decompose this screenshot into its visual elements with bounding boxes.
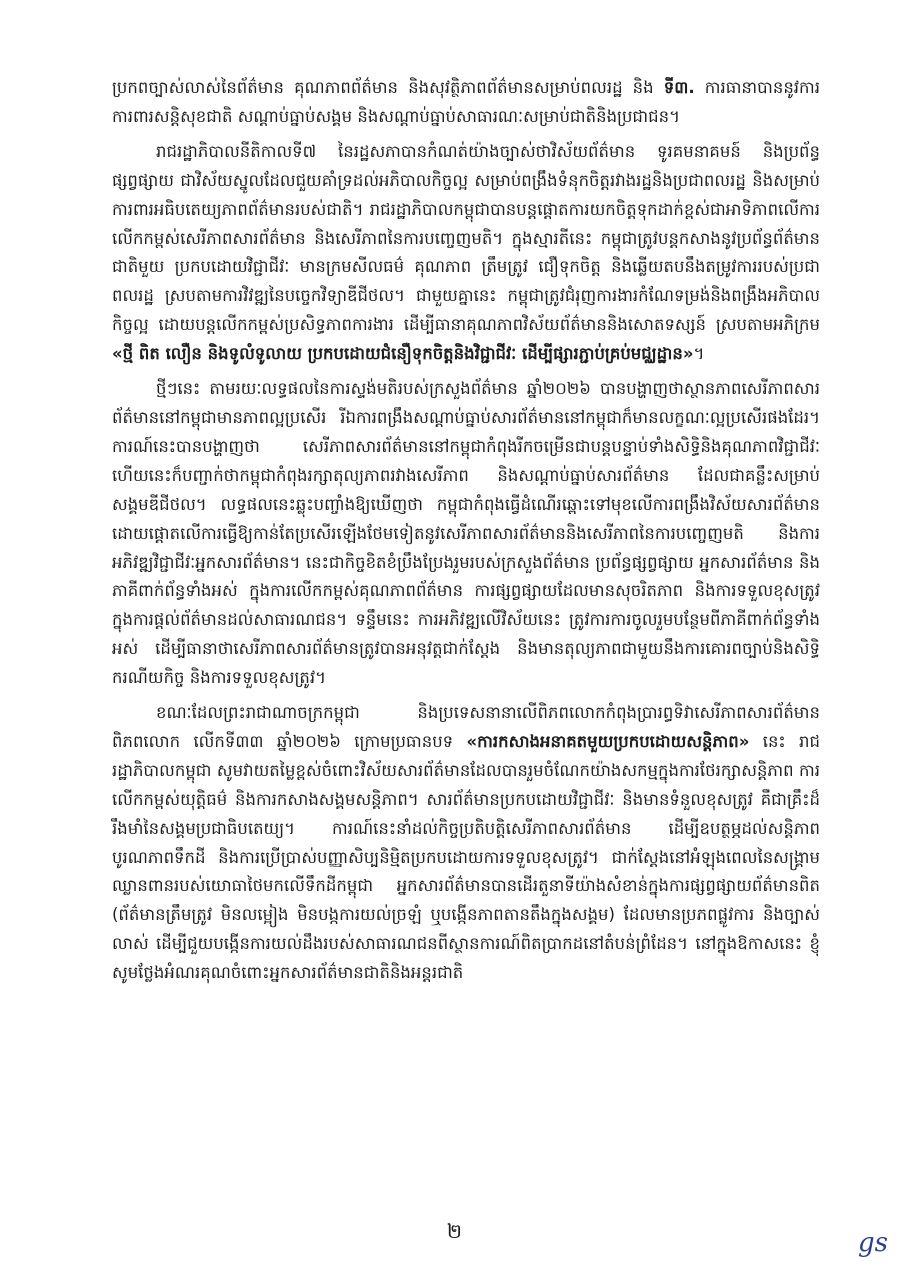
document-body (112, 74, 820, 994)
initials-text: gs (858, 1228, 888, 1258)
paragraph-4 (112, 699, 820, 988)
paragraph-text: ការធានាបាននូវការការពារសន្តិសុខជាតិ សណ្តាប់ធ្នាប់សង្គម និងសណ្តាប់ធ្នាប់សាធារណៈសម្រាប់ជាតិនិងប្រជាជន។ (112, 78, 820, 126)
paragraph-1 (112, 74, 820, 132)
paragraph-text: រាជរដ្ឋាភិបាលនីតិកាលទី៧ នៃរដ្ឋសភាបានកំណត់យ៉ាងច្បាស់ថាវិស័យព័ត៌មាន ទូរគមនាគមន៍ និងប្រព័ន្ធផ្សព្វផ្សាយ ជាវិស័យស្នូលដែលជួយគាំទ្រដល់អភិបាលកិច្ចល្អ សម្រាប់ពង្រឹងទំនុកចិត្តរវាងរដ្ឋនិងប្រជាពលរដ្ឋ និងសម្រាប់ការពារអធិបតេយ្យភាពព័ត៌មានរបស់ជាតិ។ រាជរដ្ឋាភិបាលកម្ពុជាបានបន្តផ្តោតការយកចិត្តទុកដាក់ខ្ពស់ជាអាទិភាពលើការលើកកម្ពស់សេរីភាពសារព័ត៌មាន និងសេរីភាពនៃការបញ្ចេញមតិ។ ក្នុងស្មារតីនេះ កម្ពុជាត្រូវបន្តកសាងនូវប្រព័ន្ធព័ត៌មានជាតិមួយ ប្រកបដោយវិជ្ជាជីវៈ មានក្រមសីលធម៌ គុណភាព ត្រឹមត្រូវ ជឿទុកចិត្ត និងឆ្លើយតបនឹងតម្រូវការរបស់ប្រជាពលរដ្ឋ ស្របតាមការវិវឌ្ឍនៃបច្ចេកវិទ្យាឌីជីថល។ ជាមួយគ្នានេះ កម្ពុជាត្រូវជំរុញការងារកំណែទម្រង់និងពង្រឹងអភិបាលកិច្ចល្អ ដោយបន្តលើកកម្ពស់ប្រសិទ្ធភាពការងារ ដើម្បីធានាគុណភាពវិស័យព័ត៌មាននិងសោតទស្សន៍ ស្របតាមអភិក្រម (112, 141, 820, 335)
emphasized-text: «ថ្មី ពិត លឿន និងទូលំទូលាយ ប្រកបដោយជំនឿទុកចិត្តនិងវិជ្ជាជីវៈ ដើម្បីផ្សារភ្ជាប់គ្រប់មជ្ឈដ្ឋាន» (112, 344, 694, 364)
paragraph-2 (112, 138, 820, 369)
emphasized-text: «ការកសាងអនាគតមួយប្រកបដោយសន្តិភាព» (466, 731, 750, 751)
page-number: ២ (446, 1219, 463, 1243)
paragraph-3 (112, 375, 820, 693)
paragraph-text: ថ្មីៗនេះ តាមរយៈលទ្ធផលនៃការស្ទង់មតិរបស់ក្រសួងព័ត៌មាន ឆ្នាំ២០២៦ បានបង្ហាញថាស្ថានភាពសេរីភាពសារព័ត៌មាននៅកម្ពុជាមានភាពល្អប្រសើរ រីឯការពង្រឹងសណ្តាប់ធ្នាប់សារព័ត៌មាននៅកម្ពុជាក៏មានលក្ខណៈល្អប្រសើរផងដែរ។ ការណ៍នេះបានបង្ហាញថា សេរីភាពសារព័ត៌មាននៅកម្ពុជាកំពុងរីកចម្រើនជាបន្តបន្ទាប់ទាំងសិទ្ធិនិងគុណភាពវិជ្ជាជីវៈ ហើយនេះក៏បញ្ជាក់ថាកម្ពុជាកំពុងរក្សាតុល្យភាពរវាងសេរីភាព និងសណ្តាប់ធ្នាប់សារព័ត៌មាន ដែលជាគន្លឹះសម្រាប់សង្គមឌីជីថល។ លទ្ធផលនេះឆ្លុះបញ្ចាំងឱ្យឃើញថា កម្ពុជាកំពុងធ្វើដំណើរឆ្ពោះទៅមុខលើការពង្រឹងវិស័យសារព័ត៌មាន ដោយផ្តោតលើការធ្វើឱ្យកាន់តែប្រសើរឡើងថែមទៀតនូវសេរីភាពសារព័ត៌មាននិងសេរីភាពនៃការបញ្ចេញមតិ និងការអភិវឌ្ឍវិជ្ជាជីវៈអ្នកសារព័ត៌មាន។ នេះជាកិច្ចខិតខំប្រឹងប្រែងរួមរបស់ក្រសួងព័ត៌មាន ប្រព័ន្ធផ្សព្វផ្សាយ អ្នកសារព័ត៌មាន និងភាគីពាក់ព័ន្ធទាំងអស់ ក្នុងការលើកកម្ពស់គុណភាពព័ត៌មាន ការផ្សព្វផ្សាយដែលមានសុចរិតភាព និងការទទួលខុសត្រូវក្នុងការផ្តល់ព័ត៌មានដល់សាធារណជន។ ទន្ទឹមនេះ ការអភិវឌ្ឍលើវិស័យនេះ ត្រូវការការចូលរួមបន្ថែមពីភាគីពាក់ព័ន្ធទាំងអស់ ដើម្បីធានាថាសេរីភាពសារព័ត៌មានត្រូវបានអនុវត្តជាក់ស្តែង និងមានតុល្យភាពជាមួយនឹងការគោរពច្បាប់និងសិទ្ធិ ករណីយកិច្ច និងការទទួលខុសត្រូវ។ (112, 379, 820, 688)
paragraph-text: ខណៈដែលព្រះរាជាណាចក្រកម្ពុជា និងប្រទេសនានាលើពិភពលោកកំពុងប្រារព្ធទិវាសេរីភាពសារព័ត៌មានពិភពលោក លើកទី៣៣ ឆ្នាំ២០២៦ ក្រោមប្រធានបទ (112, 703, 820, 751)
emphasized-text: ទី៣. (663, 78, 695, 97)
paragraph-text: នេះ រាជរដ្ឋាភិបាលកម្ពុជា សូមវាយតម្លៃខ្ពស់ចំពោះវិស័យសារព័ត៌មានដែលបានរួមចំណែកយ៉ាងសកម្មក្នុងការថែរក្សាសន្តិភាព ការលើកកម្ពស់យុត្តិធម៌ និងការកសាងសង្គមសន្តិភាព។ សារព័ត៌មានប្រកបដោយវិជ្ជាជីវៈ និងមានទំនួលខុសត្រូវ គឺជាគ្រឹះដ៏រឹងមាំនៃសង្គមប្រជាធិបតេយ្យ។ ការណ៍នេះនាំដល់កិច្ចប្រតិបត្តិសេរីភាពសារព័ត៌មាន ដើម្បីឧបត្ថម្ភដល់សន្តិភាព បូរណភាពទឹកដី និងការប្រើប្រាស់បញ្ញាសិប្បនិម្មិតប្រកបដោយការទទួលខុសត្រូវ។ ជាក់ស្តែងនៅអំឡុងពេលនៃសង្គ្រាមឈ្លានពានរបស់យោធាថៃមកលើទឹកដីកម្ពុជា អ្នកសារព័ត៌មានបានដើរតួនាទីយ៉ាងសំខាន់ក្នុងការផ្សព្វផ្សាយព័ត៌មានពិត (ព័ត៌មានត្រឹមត្រូវ មិនលម្អៀង មិនបង្កការយល់ច្រឡំ ឬបង្កើនភាពតានតឹងក្នុងសង្គម) ដែលមានប្រភពផ្លូវការ និងច្បាស់លាស់ ដើម្បីជួយបង្កើនការយល់ដឹងរបស់សាធារណជនពីស្ថានការណ៍ពិតប្រាកដនៅតំបន់ព្រំដែន។ នៅក្នុងឱកាសនេះ ខ្ញុំសូមថ្លែងអំណរគុណចំពោះអ្នកសារព័ត៌មានជាតិនិងអន្តរជាតិ (112, 731, 820, 983)
handwritten-initials (858, 1228, 888, 1258)
paragraph-text: ។ (693, 344, 705, 364)
paragraph-text: ប្រកពច្បាស់លាស់នៃព័ត៌មាន គុណភាពព័ត៌មាន និងសុវត្ថិភាពព័ត៌មានសម្រាប់ពលរដ្ឋ និង (112, 78, 664, 97)
